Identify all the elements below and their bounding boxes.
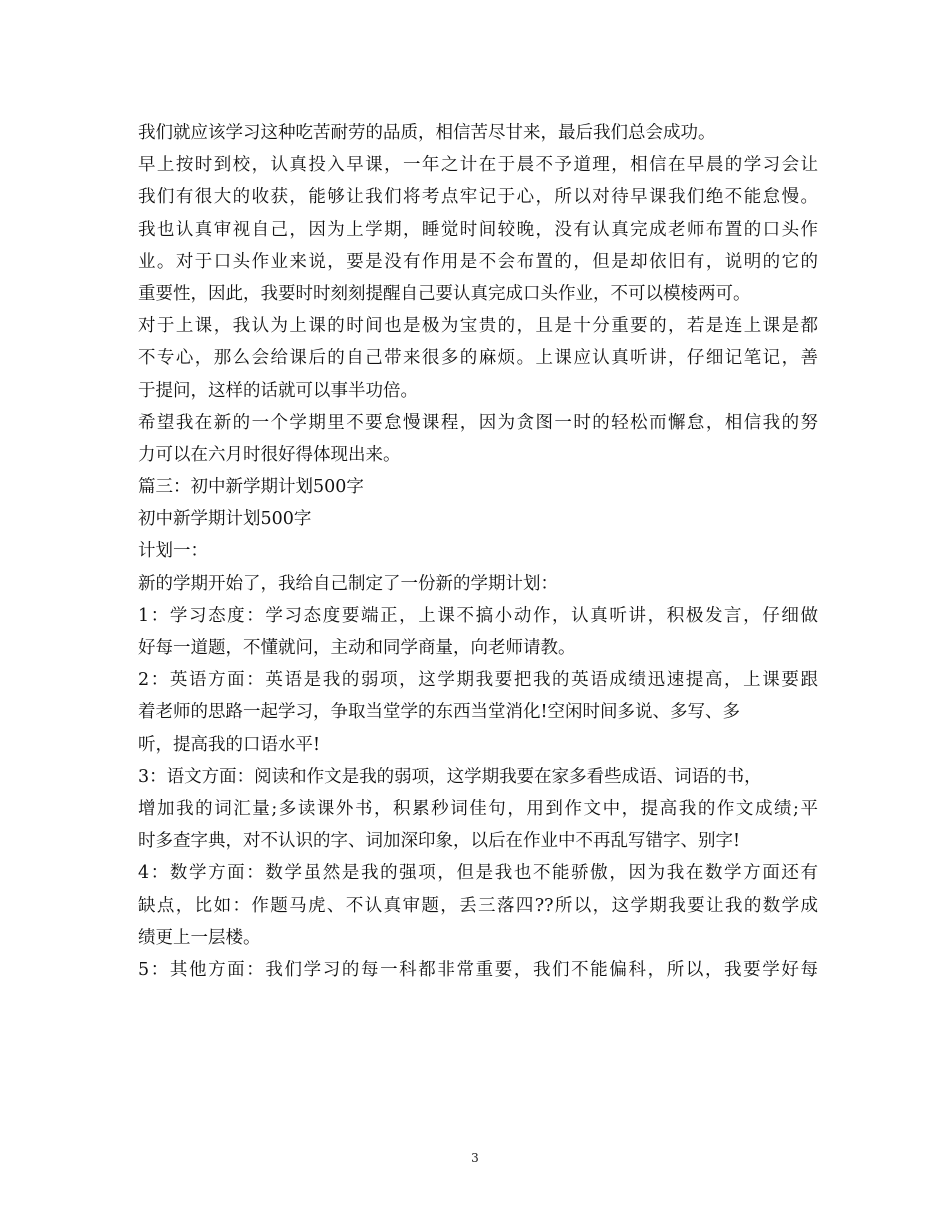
list-item-line: 3：语文方面：阅读和作文是我的弱项，这学期我要在家多看些成语、词语的书， [138,766,762,787]
list-item-line: 好每一道题，不懂就问，主动和同学商量，向老师请教。 [138,638,576,658]
article-title: 初中新学期计划500字 [138,509,312,530]
text-line: 新的学期开始了，我给自己制定了一份新的学期计划： [138,573,558,594]
plan-heading: 计划一： [138,541,208,562]
section-heading: 篇三：初中新学期计划500字 [138,477,364,498]
list-item-line: 增加我的词汇量;多读课外书，积累秒词佳句，用到作文中，提高我的作文成绩;平 [138,798,818,819]
text-line: 对于上课，我认为上课的时间也是极为宝贵的，且是十分重要的，若是连上课是都 [138,316,818,337]
list-item-line: 4：数学方面：数学虽然是我的强项，但是我也不能骄傲，因为我在数学方面还有 [138,863,818,884]
list-item-line: 缺点，比如：作题马虎、不认真审题，丢三落四??所以，这学期我要让我的数学成 [138,895,818,916]
text-line: 业。对于口头作业来说，要是没有作用是不会布置的，但是却依旧有，说明的它的 [138,251,818,272]
text-line: 我也认真审视自己，因为上学期，睡觉时间较晚，没有认真完成老师布置的口头作 [138,219,818,240]
text-line: 早上按时到校，认真投入早课，一年之计在于晨不予道理，相信在早晨的学习会让 [138,155,818,176]
text-line: 我们就应该学习这种吃苦耐劳的品质，相信苦尽甘来，最后我们总会成功。 [138,123,716,143]
list-item-line: 着老师的思路一起学习，争取当堂学的东西当堂消化!空闲时间多说、多写、多 [138,702,741,723]
text-line: 于提问，这样的话就可以事半功倍。 [138,380,418,401]
text-line: 力可以在六月时很好得体现出来。 [138,444,401,465]
text-line: 不专心，那么会给课后的自己带来很多的麻烦。上课应认真听讲，仔细记笔记，善 [138,348,818,369]
list-item-line: 5：其他方面：我们学习的每一科都非常重要，我们不能偏科，所以，我要学好每 [138,959,818,980]
list-item-line: 听，提高我的口语水平! [138,734,321,755]
body-text [138,117,818,986]
list-item-line: 1：学习态度：学习态度要端正，上课不搞小动作，认真听讲，积极发言，仔细做 [138,605,818,626]
text-line: 希望我在新的一个学期里不要怠慢课程，因为贪图一时的轻松而懈怠，相信我的努 [138,412,818,433]
text-line: 重要性，因此，我要时时刻刻提醒自己要认真完成口头作业，不可以模棱两可。 [138,283,751,304]
list-item-line: 2：英语方面：英语是我的弱项，这学期我要把我的英语成绩迅速提高，上课要跟 [138,670,818,691]
list-item-line: 绩更上一层楼。 [138,927,261,948]
page-number: 3 [471,1151,479,1165]
text-line: 我们有很大的收获，能够让我们将考点牢记于心，所以对待早课我们绝不能怠慢。 [138,187,818,208]
list-item-line: 时多查字典，对不认识的字、词加深印象，以后在作业中不再乱写错字、别字! [138,831,741,852]
